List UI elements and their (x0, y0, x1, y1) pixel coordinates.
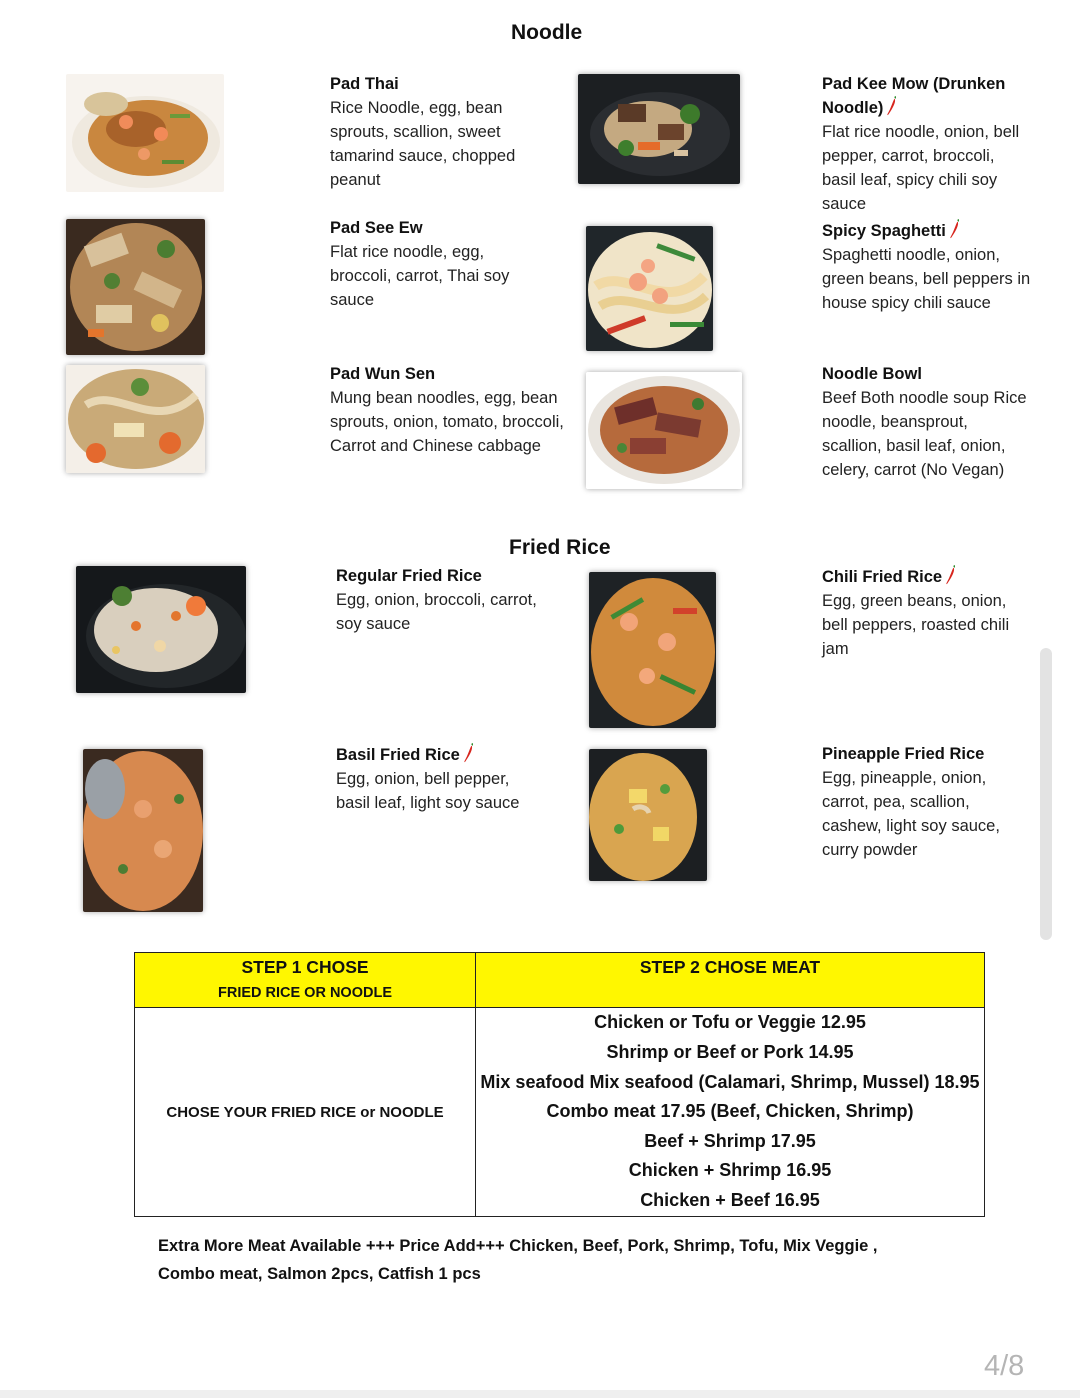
item-description: Mung bean noodles, egg, bean sprouts, onion, tomato, broccoli, Carrot and Chinese cabbage (330, 389, 564, 455)
step2-header (476, 953, 985, 1008)
pad-wun-sen-photo (66, 365, 205, 473)
meat-option: Chicken + Shrimp 16.95 (628, 1160, 832, 1181)
meat-option: Chicken or Tofu or Veggie 12.95 (594, 1012, 866, 1033)
page-indicator: 4/8 (984, 1350, 1025, 1382)
menu-item-basil-fried-rice (336, 743, 546, 815)
item-name: Chili Fried Rice (822, 565, 1032, 589)
chili-fried-rice-photo (589, 572, 716, 728)
menu-item-pad-see-ew (330, 216, 540, 312)
meat-options (476, 1008, 985, 1217)
item-name: Pineapple Fried Rice (822, 745, 985, 763)
bottom-divider (0, 1390, 1080, 1398)
item-description: Beef Both noodle soup Rice noodle, beansprout, scallion, basil leaf, onion, celery, carrot (No Vegan) (822, 389, 1027, 479)
menu-item-pad-thai (330, 72, 560, 192)
step2-title: STEP 2 CHOSE MEAT (639, 957, 821, 977)
menu-item-pad-kee-mow (822, 72, 1022, 216)
noodle-section-title: Noodle (511, 21, 583, 44)
item-name: Noodle Bowl (822, 365, 922, 383)
item-description: Egg, onion, bell pepper, basil leaf, light soy sauce (336, 770, 520, 812)
menu-item-noodle-bowl (822, 362, 1032, 482)
meat-option: Beef + Shrimp 17.95 (644, 1130, 816, 1151)
chili-icon (887, 96, 897, 116)
spicy-spaghetti-photo (586, 226, 713, 351)
item-description: Flat rice noodle, egg, broccoli, carrot, Thai soy sauce (330, 243, 510, 309)
step1-header (135, 953, 476, 1008)
pad-kee-mow-photo (578, 74, 740, 184)
chili-icon (464, 743, 474, 763)
order-steps-table (134, 952, 985, 1217)
meat-option: Mix seafood Mix seafood (Calamari, Shrimp, Mussel) 18.95 (480, 1071, 980, 1092)
item-description: Spaghetti noodle, onion, green beans, bell peppers in house spicy chili sauce (822, 246, 1031, 312)
item-description: Egg, onion, broccoli, carrot, soy sauce (336, 591, 537, 633)
item-name: Basil Fried Rice (336, 743, 546, 767)
menu-item-regular-fried-rice (336, 564, 561, 636)
item-name: Spicy Spaghetti (822, 219, 1034, 243)
regular-fried-rice-photo (76, 566, 246, 693)
item-description: Egg, green beans, onion, bell peppers, roasted chili jam (822, 592, 1010, 658)
item-name: Pad See Ew (330, 219, 423, 237)
step1-title: STEP 1 CHOSE (241, 957, 369, 977)
meat-option: Chicken + Beef 16.95 (640, 1189, 820, 1210)
menu-item-pad-wun-sen (330, 362, 565, 458)
chili-icon (946, 565, 956, 585)
extra-note-line-2: Combo meat, Salmon 2pcs, Catfish 1 pcs (158, 1265, 481, 1283)
item-name: Pad Wun Sen (330, 365, 436, 383)
step1-body: CHOSE YOUR FRIED RICE or NOODLE (135, 1008, 476, 1217)
item-name: Pad Kee Mow (Drunken Noodle) (822, 75, 1006, 117)
noodle-bowl-photo (586, 372, 742, 489)
menu-item-spicy-spaghetti (822, 219, 1034, 315)
extra-meat-note (158, 1232, 958, 1288)
fried-rice-section-title: Fried Rice (509, 536, 611, 559)
vertical-scrollbar[interactable] (1040, 648, 1052, 940)
step1-subtitle: FRIED RICE OR NOODLE (217, 985, 392, 1001)
chili-icon (950, 219, 960, 239)
item-description: Rice Noodle, egg, bean sprouts, scallion, sweet tamarind sauce, chopped peanut (330, 99, 516, 189)
item-name: Regular Fried Rice (336, 567, 482, 585)
meat-option: Shrimp or Beef or Pork 14.95 (606, 1042, 854, 1063)
menu-item-chili-fried-rice (822, 565, 1032, 661)
meat-option: Combo meat 17.95 (Beef, Chicken, Shrimp) (546, 1101, 914, 1122)
pad-see-ew-photo (66, 219, 205, 355)
item-description: Egg, pineapple, onion, carrot, pea, scallion, cashew, light soy sauce, curry powder (822, 769, 1000, 859)
pad-thai-photo (66, 74, 224, 192)
item-description: Flat rice noodle, onion, bell pepper, carrot, broccoli, basil leaf, spicy chili soy sauce (822, 123, 1020, 213)
item-name: Pad Thai (330, 75, 399, 93)
menu-item-pineapple-fried-rice (822, 742, 1022, 862)
pineapple-fried-rice-photo (589, 749, 707, 881)
extra-note-line-1: Extra More Meat Available +++ Price Add+++ Chicken, Beef, Pork, Shrimp, Tofu, Mix Veggie , (158, 1237, 878, 1255)
basil-fried-rice-photo (83, 749, 203, 912)
